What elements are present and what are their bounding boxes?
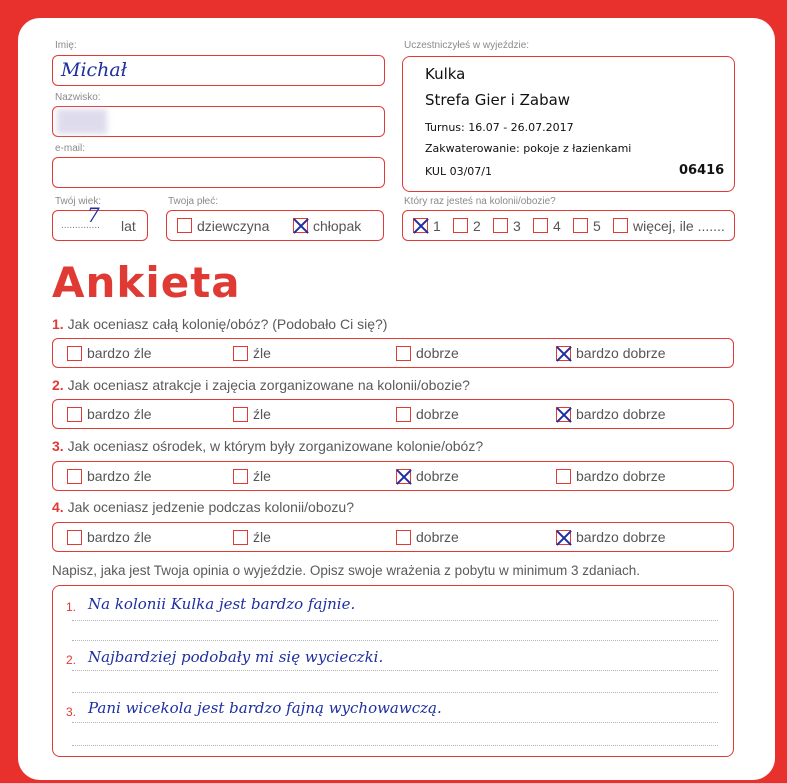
writing-line (72, 692, 718, 693)
writing-line (72, 640, 718, 641)
age-unit: lat (121, 218, 136, 234)
rating-label: bardzo źle (87, 406, 152, 422)
rating-label: bardzo dobrze (576, 468, 666, 484)
checkbox-female[interactable] (177, 218, 192, 233)
rating-option[interactable] (233, 400, 271, 428)
times-option-label: 3 (513, 217, 521, 234)
times-field (402, 210, 735, 241)
question-number: 2. (52, 377, 64, 393)
rating-checkbox-checked[interactable] (396, 469, 411, 484)
rating-checkbox[interactable] (67, 346, 82, 361)
rating-label: dobrze (416, 529, 459, 545)
rating-label: bardzo źle (87, 468, 152, 484)
rating-option[interactable] (556, 339, 666, 367)
rating-label: źle (253, 529, 271, 545)
rating-checkbox[interactable] (556, 469, 571, 484)
writing-line (72, 670, 718, 671)
times-option-label: 1 (433, 217, 441, 234)
rating-label: dobrze (416, 406, 459, 422)
checkbox-times-1-checked[interactable] (413, 218, 428, 233)
trip-label: Uczestniczyłeś w wyjeździe: (404, 40, 530, 51)
answer-row-2 (52, 399, 734, 429)
rating-option[interactable] (67, 339, 152, 367)
rating-label: bardzo dobrze (576, 345, 666, 361)
rating-label: źle (253, 468, 271, 484)
gender-option-male[interactable] (293, 211, 361, 240)
redacted-surname (57, 109, 107, 134)
opinion-prompt: Napisz, jaka jest Twoja opinia o wyjeździe. Opisz swoje wrażenia z pobytu w minimum 3 zdaniach. (52, 563, 641, 578)
times-option-label: więcej, ile ....... (633, 217, 725, 234)
age-dots: .............. (61, 220, 100, 231)
rating-checkbox[interactable] (233, 530, 248, 545)
times-label: Który raz jesteś na kolonii/obozie? (404, 196, 556, 207)
rating-checkbox[interactable] (233, 346, 248, 361)
times-option-4[interactable] (533, 211, 561, 240)
rating-option[interactable] (396, 339, 459, 367)
trip-code: KUL 03/07/1 (425, 165, 492, 178)
name-value: Michał (61, 59, 127, 81)
opinion-line-number: 3. (66, 705, 77, 719)
rating-checkbox[interactable] (233, 407, 248, 422)
trip-turnus: Turnus: 16.07 - 26.07.2017 (425, 121, 574, 134)
question-text: Jak oceniasz atrakcje i zajęcia zorganizowane na kolonii/obozie? (63, 377, 470, 393)
times-option-label: 5 (593, 217, 601, 234)
question-1 (52, 316, 387, 332)
gender-male-label: chłopak (313, 217, 362, 234)
rating-label: dobrze (416, 468, 459, 484)
rating-option[interactable] (556, 523, 666, 551)
question-text: Jak oceniasz całą kolonię/obóz? (Podobało Ci się?) (63, 316, 388, 332)
rating-option[interactable] (67, 523, 152, 551)
opinion-line-3: Pani wicekola jest bardzo fajną wychowawczą. (88, 699, 442, 717)
name-field[interactable] (52, 55, 385, 86)
rating-option[interactable] (396, 462, 459, 490)
age-label: Twój wiek: (55, 196, 102, 207)
opinion-line-number: 1. (66, 600, 77, 614)
gender-field (166, 210, 384, 241)
checkbox-times-more[interactable] (613, 218, 628, 233)
checkbox-times-2[interactable] (453, 218, 468, 233)
age-field[interactable] (52, 203, 148, 241)
rating-option[interactable] (233, 523, 271, 551)
checkbox-times-5[interactable] (573, 218, 588, 233)
rating-option[interactable] (233, 339, 271, 367)
times-option-label: 2 (473, 217, 481, 234)
email-label: e-mail: (55, 143, 86, 154)
answer-row-1 (52, 338, 734, 368)
rating-option[interactable] (67, 462, 152, 490)
rating-checkbox-checked[interactable] (556, 346, 571, 361)
times-option-2[interactable] (453, 211, 481, 240)
trip-accommodation: Zakwaterowanie: pokoje z łazienkami (425, 142, 632, 155)
question-number: 4. (52, 499, 64, 515)
times-option-3[interactable] (493, 211, 521, 240)
times-option-more[interactable] (613, 211, 725, 240)
rating-label: źle (253, 345, 271, 361)
rating-option[interactable] (396, 523, 459, 551)
rating-checkbox-checked[interactable] (556, 530, 571, 545)
question-3 (52, 438, 483, 454)
question-number: 3. (52, 438, 64, 454)
answer-row-4 (52, 522, 734, 552)
opinion-line-1: Na kolonii Kulka jest bardzo fajnie. (88, 595, 356, 613)
opinion-line-2: Najbardziej podobały mi się wycieczki. (88, 648, 384, 666)
times-option-label: 4 (553, 217, 561, 234)
trip-number: 06416 (679, 163, 725, 178)
rating-option[interactable] (67, 400, 152, 428)
rating-label: dobrze (416, 345, 459, 361)
question-text: Jak oceniasz ośrodek, w którym były zorganizowane kolonie/obóz? (63, 438, 484, 454)
question-text: Jak oceniasz jedzenie podczas kolonii/obozu? (63, 499, 354, 515)
rating-checkbox[interactable] (67, 530, 82, 545)
rating-checkbox[interactable] (67, 407, 82, 422)
checkbox-male-checked[interactable] (293, 218, 308, 233)
name-label: Imię: (55, 40, 77, 51)
rating-checkbox[interactable] (67, 469, 82, 484)
email-field[interactable] (52, 157, 385, 188)
checkbox-times-3[interactable] (493, 218, 508, 233)
writing-line (72, 745, 718, 746)
writing-line (72, 722, 718, 723)
gender-label: Twoja płeć: (168, 196, 219, 207)
rating-label: bardzo dobrze (576, 529, 666, 545)
question-number: 1. (52, 316, 64, 332)
trip-name: Kulka (425, 65, 466, 83)
checkbox-times-4[interactable] (533, 218, 548, 233)
rating-option[interactable] (233, 462, 271, 490)
rating-checkbox[interactable] (396, 530, 411, 545)
writing-line (72, 620, 718, 621)
rating-checkbox[interactable] (396, 346, 411, 361)
question-2 (52, 377, 470, 393)
rating-label: źle (253, 406, 271, 422)
rating-checkbox[interactable] (233, 469, 248, 484)
gender-female-label: dziewczyna (197, 217, 270, 234)
rating-option[interactable] (556, 400, 666, 428)
surname-label: Nazwisko: (55, 92, 101, 103)
times-option-1[interactable] (413, 211, 441, 240)
rating-label: bardzo dobrze (576, 406, 666, 422)
rating-label: bardzo źle (87, 529, 152, 545)
age-value: 7 (87, 203, 100, 227)
answer-row-3 (52, 461, 734, 491)
trip-subtitle: Strefa Gier i Zabaw (425, 91, 571, 109)
surname-field[interactable] (52, 106, 385, 137)
times-option-5[interactable] (573, 211, 601, 240)
trip-card (402, 56, 735, 192)
rating-checkbox[interactable] (396, 407, 411, 422)
rating-checkbox-checked[interactable] (556, 407, 571, 422)
rating-option[interactable] (556, 462, 666, 490)
rating-label: bardzo źle (87, 345, 152, 361)
question-4 (52, 499, 354, 515)
survey-title: Ankieta (52, 258, 241, 307)
opinion-line-number: 2. (66, 653, 77, 667)
gender-option-female[interactable] (177, 211, 269, 240)
rating-option[interactable] (396, 400, 459, 428)
